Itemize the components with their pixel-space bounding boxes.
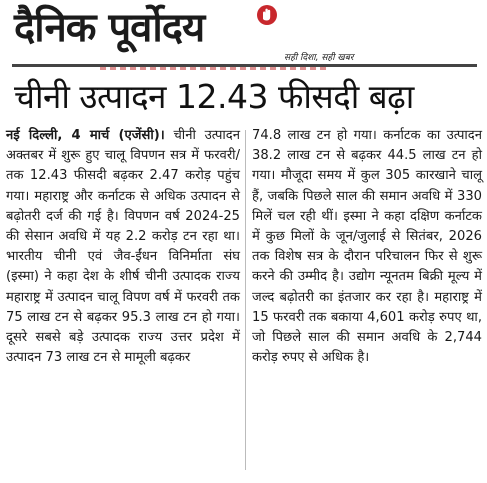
article-body-left: चीनी उत्पादन अक्तबर में शुरू हुए चालू विपणन सत्र में फरवरी/तक 12.43 फीसदी बढ़कर 2.47 करोड़ पहुंच गया। महाराष्ट्र और कर्नाटक से अधिक उत्पादन से बढ़ोतरी दर्ज की गई है। विपणन वर्ष 2024-25 की सेसान अवधि में यह 2.2 करोड़ टन रहा था। भारतीय चीनी एवं जैव-ईंधन विनिर्माता संघ (इस्मा) ने कहा देश के शीर्ष चीनी उत्पादक राज्य महाराष्ट्र में उत्पादन चालू विपण वर्ष में फरवरी तक 75 लाख टन से बढ़कर 95.3 लाख टन हो गया। दूसरे सबसे बड़े उत्पादक राज्य उत्तर प्रदेश में उत्पादन 73 लाख टन से मामूली बढ़कर — [6, 128, 240, 366]
masthead-rule — [12, 64, 477, 67]
column-divider — [245, 130, 246, 470]
masthead — [0, 0, 487, 68]
article-body-right: 74.8 लाख टन हो गया। कर्नाटक का उत्पादन 38.2 लाख टन से बढ़कर 44.5 लाख टन हो गया। मौजूदा समय में कुल 305 कारखाने चालू हैं, जबकि पिछले साल की समान अवधि में 330 मिलें चल रही थीं। इस्मा ने कहा दक्षिण कर्नाटक में कुछ मिलों के जून/जुलाई से सितंबर, 2026 तक विशेष सत्र के दौरान परिचालन फिर से शुरू करने की उम्मीद है। उद्योग न्यूनतम बिक्री मूल्य में जल्द बढ़ोतरी का इंतजार कर रहा है। महाराष्ट्र में 15 फरवरी तक बकाया 4,601 करोड़ रुपए था, जो पिछले साल की समान अवधि के 2,744 करोड़ रुपए से अधिक है। — [252, 128, 482, 366]
masthead-tagline: सही दिशा, सही खबर — [284, 53, 354, 63]
article-column-right — [252, 126, 482, 368]
hand-logo-icon — [256, 4, 278, 26]
article-dateline: नई दिल्ली, 4 मार्च (एजेंसी)। — [6, 128, 165, 143]
masthead-title: दैनिक पूर्वोदय — [14, 5, 205, 51]
article-headline: चीनी उत्पादन 12.43 फीसदी बढ़ा — [14, 77, 414, 116]
article-column-left — [6, 126, 240, 368]
